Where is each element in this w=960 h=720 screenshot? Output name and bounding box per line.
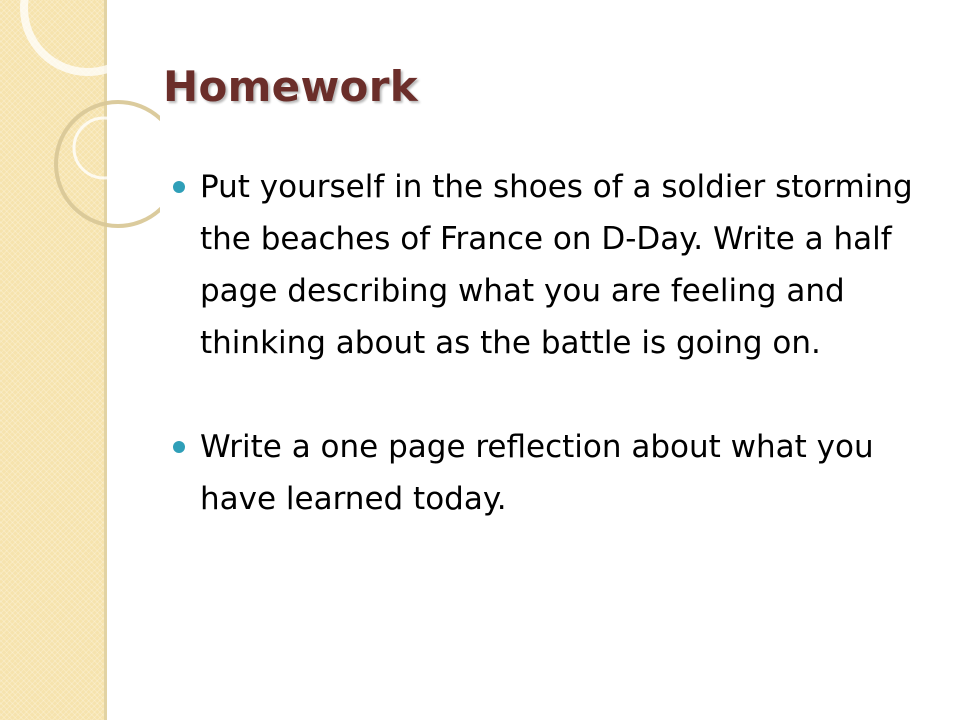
bullet-dot-icon	[173, 441, 185, 453]
deco-circle-top	[24, 0, 152, 72]
slide-title: Homework	[163, 62, 418, 111]
bullet-text: Write a one page reflection about what you have learned today.	[200, 429, 874, 517]
bullet-list	[170, 161, 930, 525]
deco-circle-inner	[74, 118, 134, 178]
bullet-item	[170, 161, 930, 369]
decorative-circles	[0, 0, 160, 260]
bullet-dot-icon	[173, 181, 185, 193]
bullet-text: Put yourself in the shoes of a soldier storming the beaches of France on D-Day. Write a half page describing what you are feeling and thinking about as the battle is going on.	[200, 169, 913, 361]
bullet-item	[170, 421, 930, 525]
deco-circle-middle	[56, 102, 160, 226]
